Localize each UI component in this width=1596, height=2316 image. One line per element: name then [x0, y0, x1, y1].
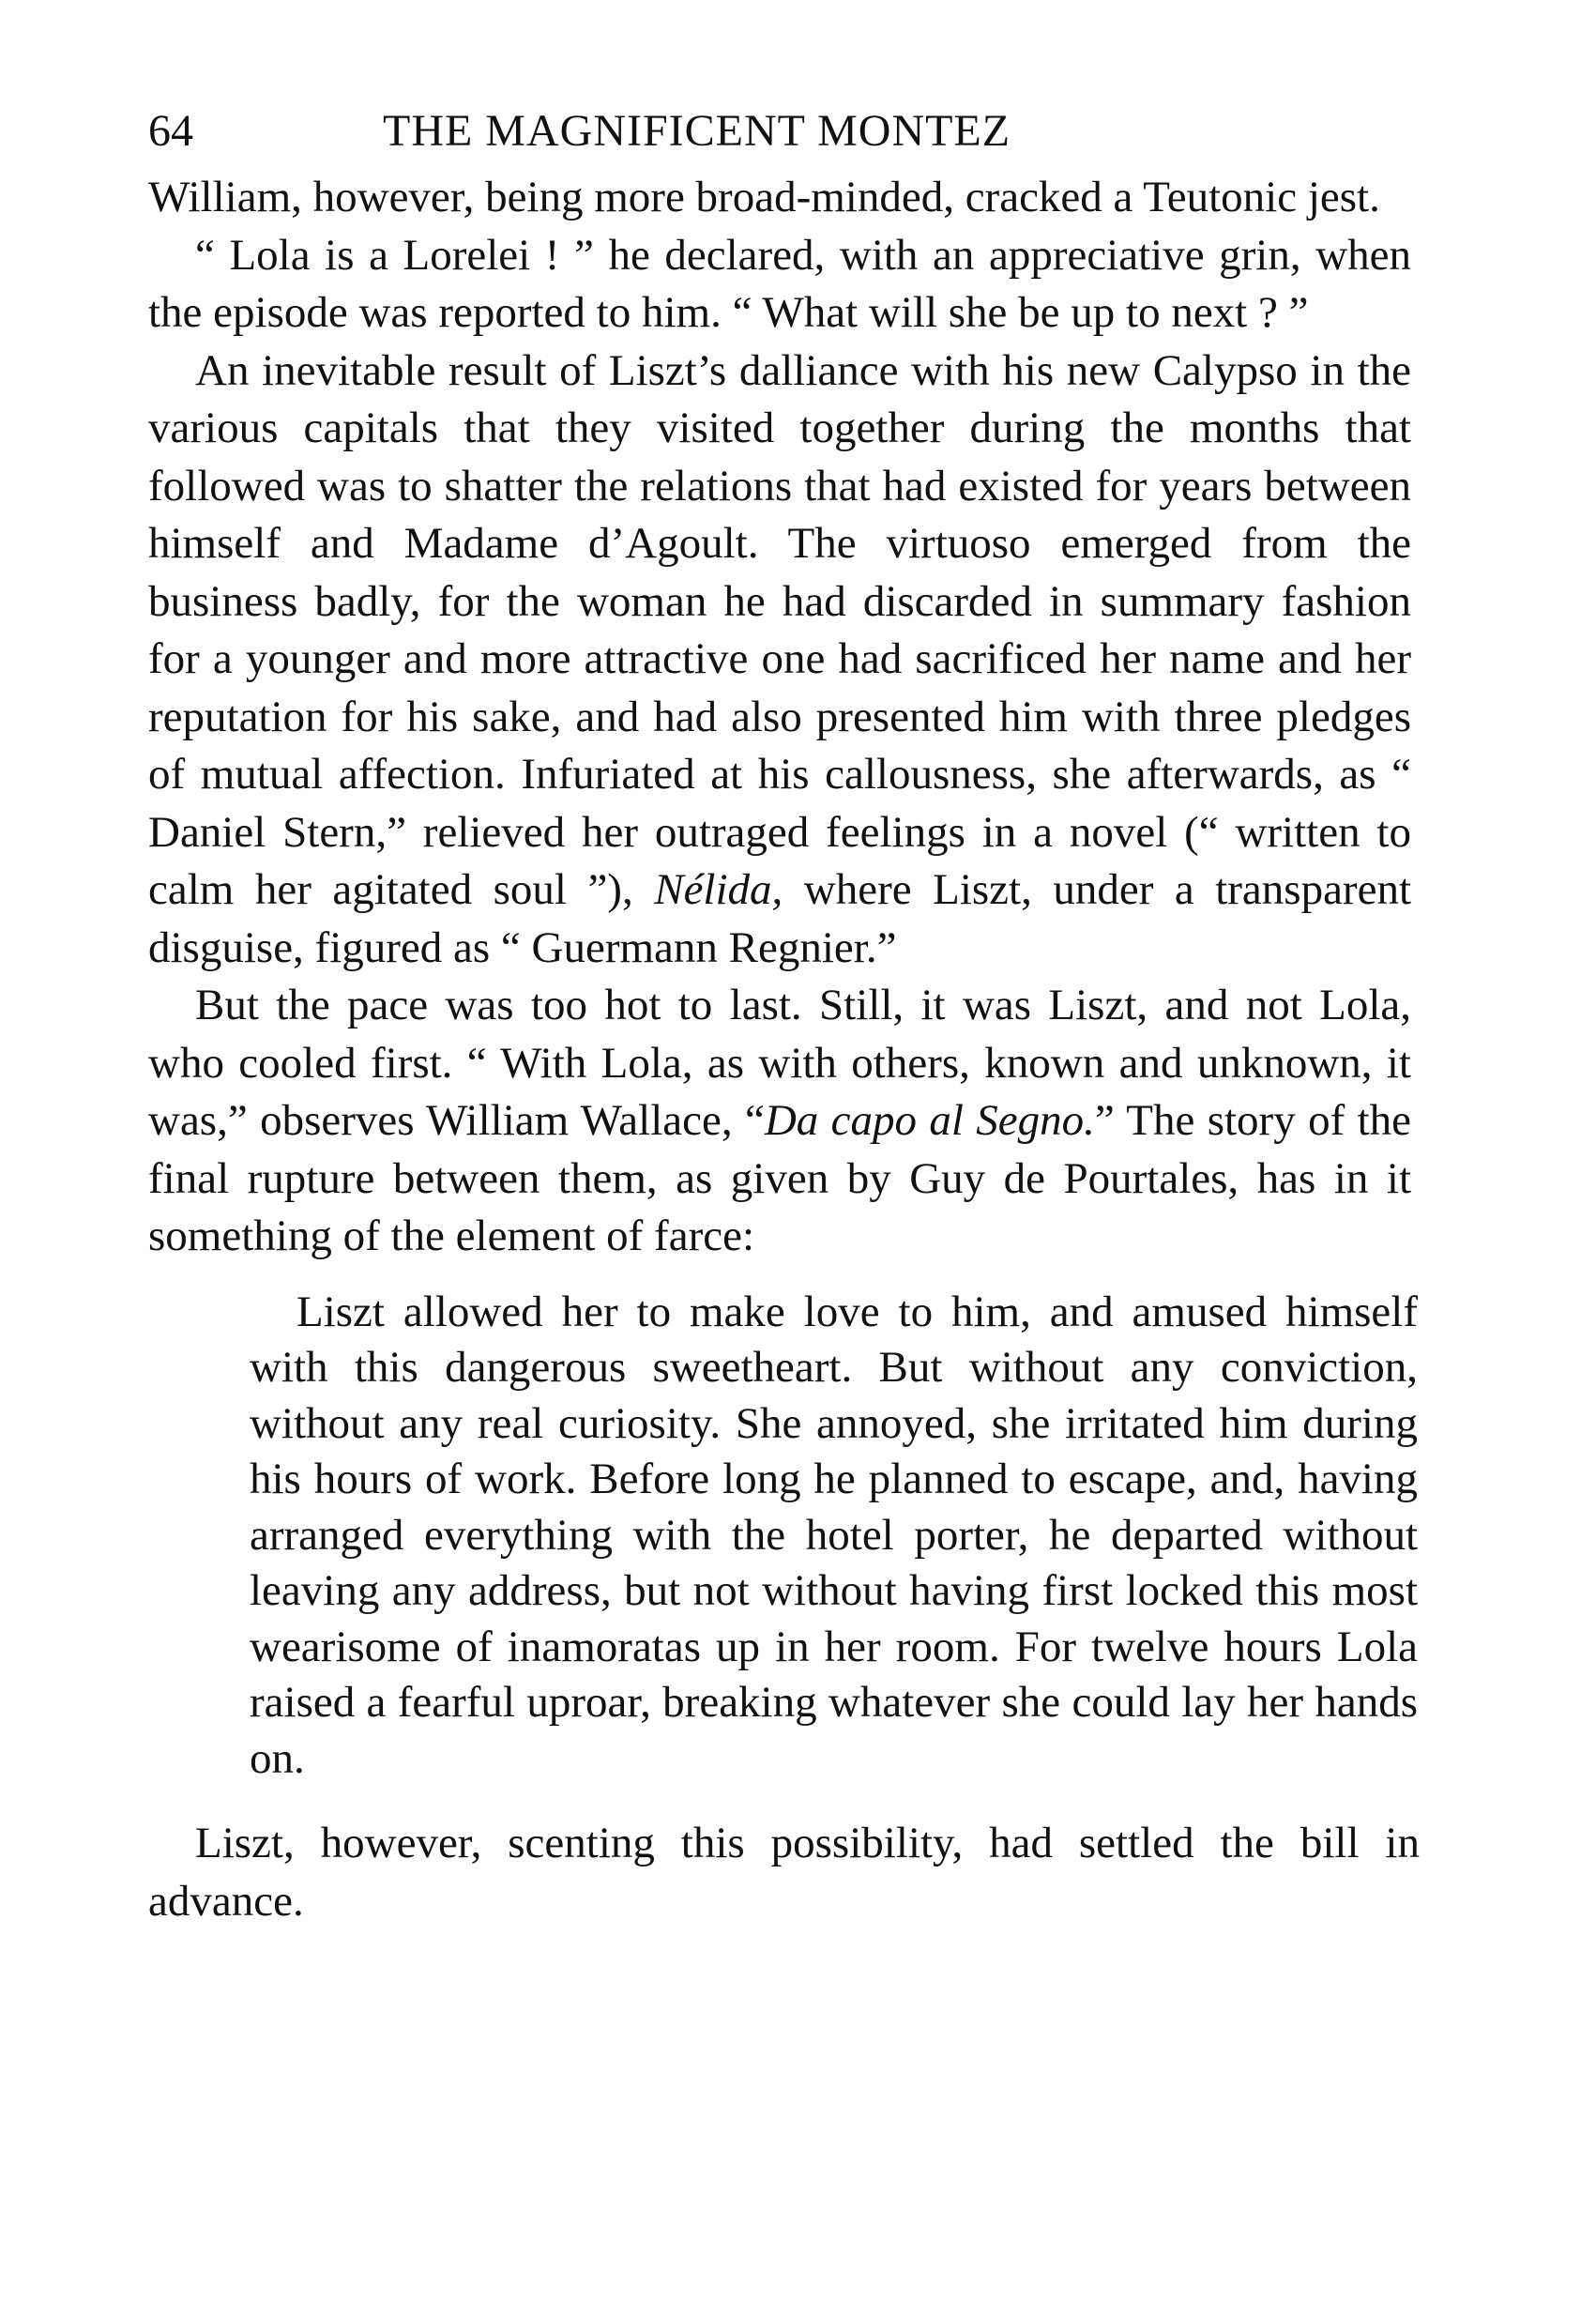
page-number: 64 [148, 106, 193, 156]
novel-title: Nélida, [654, 865, 783, 914]
block-quotation: Liszt allowed her to make love to him, and amused himself with this dangerous sweetheart. But without any conviction, without any real curiosity. She annoyed, she irritated him during his hours of work. Before long he planned to escape, and, having arranged everything with the hotel porter, he departed without leaving any address, but not without having first locked this most wearisome of inamoratas up in her room. For twelve hours Lola raised a fearful uproar, breaking whatever she could lay her hands on. [250, 1287, 1418, 1783]
dalliance-text: An inevitable result of Liszt’s dalliance with his new Calypso in the various capitals that they visited together during the months that followed was to shatter the relations that had existed for years between himself and Madame d’Agoult. The virtuoso emerged from the business badly, for the woman he had discarded in summary fashion for a younger and more attractive one had sacrificed her name and her reputation for his sake, and had also presented him with three pledges of mutual affection. Infuriated at his callousness, she afterwards, as “ Daniel Stern,” relieved her outraged feelings in a novel (“ written to calm her agitated soul ”), [148, 345, 1411, 914]
paragraph-bill-in-advance: Liszt, however, scenting this possibility, had settled the bill in advance. [148, 1819, 1420, 1926]
paragraph-lorelei: “ Lola is a Lorelei ! ” he declared, with an appreciative grin, when the episode was reported to him. “ What will she be up to next ? ” [148, 230, 1411, 337]
book-page [148, 94, 1420, 1930]
paragraph-pace-too-hot [148, 977, 1411, 1266]
paragraph-william-jest: William, however, being more broad-minded, cracked a Teutonic jest. [148, 173, 1380, 221]
paragraph-liszt-dalliance [148, 343, 1411, 978]
running-head [148, 94, 1411, 169]
running-title: THE MAGNIFICENT MONTEZ [383, 106, 1011, 156]
da-capo-phrase: Da capo al Segno. [764, 1096, 1095, 1145]
pace-text-end: ” The story of the final rupture between them, as given by Guy de Pourtales, has in it something of the element of farce: [148, 1096, 1411, 1260]
pace-text: But the pace was too hot to last. Still, it was Liszt, and not Lola, who cooled first. “ With Lola, as with others, known and unknown, it was,” observes William Wallace, “ [148, 981, 1411, 1145]
dalliance-text-end: where Liszt, under a transparent disguise, figured as “ Guermann Regnier.” [148, 865, 1411, 972]
